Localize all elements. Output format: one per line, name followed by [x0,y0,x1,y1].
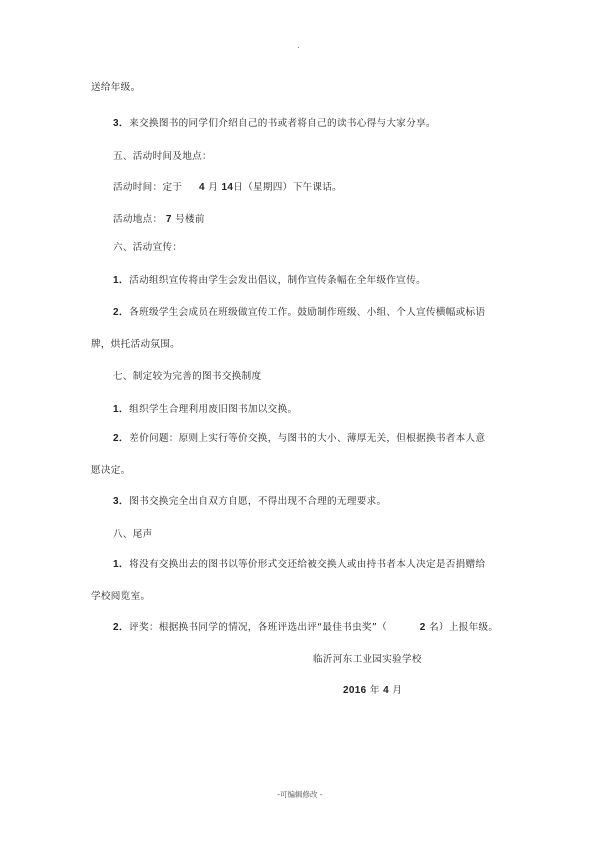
line-text: 愿决定。 [91,465,131,476]
heading-text: 五、活动时间及地点： [113,151,212,162]
award-count: 2 [419,622,426,633]
list-item [113,432,485,446]
text-line [91,338,180,352]
section-heading [113,241,182,255]
list-item [113,495,386,509]
item-text: 活动组织宣传将由学生会发出倡议，制作宣传条幅在全年级作宣传。 [129,275,426,286]
list-item [113,117,436,131]
item-text: 组织学生合理利用废旧图书加以交换。 [129,404,298,415]
school-name: 临沂河东工业园实验学校 [313,654,422,665]
item-text: 各班级学生会成员在班级做宣传工作。鼓励制作班级、小组、个人宣传横幅或标语 [129,307,486,318]
item-text: 图书交换完全出自双方自愿，不得出现不合理的无理要求。 [129,496,387,507]
date-signature [343,684,402,698]
location-label: 活动地点： [113,214,163,225]
text-line [91,590,150,604]
location-number: 7 [165,214,172,225]
signature-year: 2016 [343,685,367,696]
item-number: 3． [113,118,130,129]
section-heading [113,528,153,542]
item-number: 1． [113,275,130,286]
time-month-unit: 月 [208,182,219,193]
item-number: 3． [113,496,130,507]
time-month: 4 [198,182,205,193]
page-footer [0,789,600,800]
item-number: 1． [113,559,130,570]
list-item [113,306,485,320]
line-text: 牌，烘托活动氛围。 [91,339,181,350]
signature-month: 4 [383,685,389,696]
section-heading [113,370,261,384]
location-rest: 号楼前 [175,214,205,225]
item-number: 2． [113,307,130,318]
heading-text: 六、活动宣传： [113,242,183,253]
school-signature [313,653,422,667]
text-line [91,464,131,478]
time-label: 活动时间：定于 [113,182,183,193]
footer-text: -可编辑修改 - [277,790,323,799]
time-rest: 日（星期四）下午课话。 [233,182,343,193]
activity-location [113,213,205,227]
award-item [113,621,498,635]
signature-year-unit: 年 [369,685,380,696]
activity-time [113,181,342,195]
list-item [113,558,485,572]
top-dot-mark: . [297,41,300,50]
item-text: 将没有交换出去的图书以等价形式交还给被交换人或由持书者本人决定是否捐赠给 [129,559,486,570]
list-item [113,403,297,417]
item-number: 2． [113,433,130,444]
item-number: 2． [113,622,130,633]
line-text: 送给年级。 [91,82,141,93]
item-text: 差价问题：原则上实行等价交换，与图书的大小、薄厚无关，但根据换书者本人意 [129,433,486,444]
item-text: 来交换图书的同学们介绍自己的书或者将自己的读书心得与大家分享。 [129,118,436,129]
heading-text: 七、制定较为完善的图书交换制度 [113,371,262,382]
section-heading [113,150,212,164]
award-rest: 名）上报年级。 [429,622,499,633]
text-line [91,81,140,95]
heading-text: 八、尾声 [113,529,153,540]
item-number: 1． [113,404,130,415]
award-text: 评奖：根据换书同学的情况，各班评选出评“最佳书虫奖”（ [129,622,388,633]
time-day: 14 [221,182,234,193]
signature-month-unit: 月 [392,685,403,696]
line-text: 学校阅览室。 [91,591,151,602]
list-item [113,274,426,288]
